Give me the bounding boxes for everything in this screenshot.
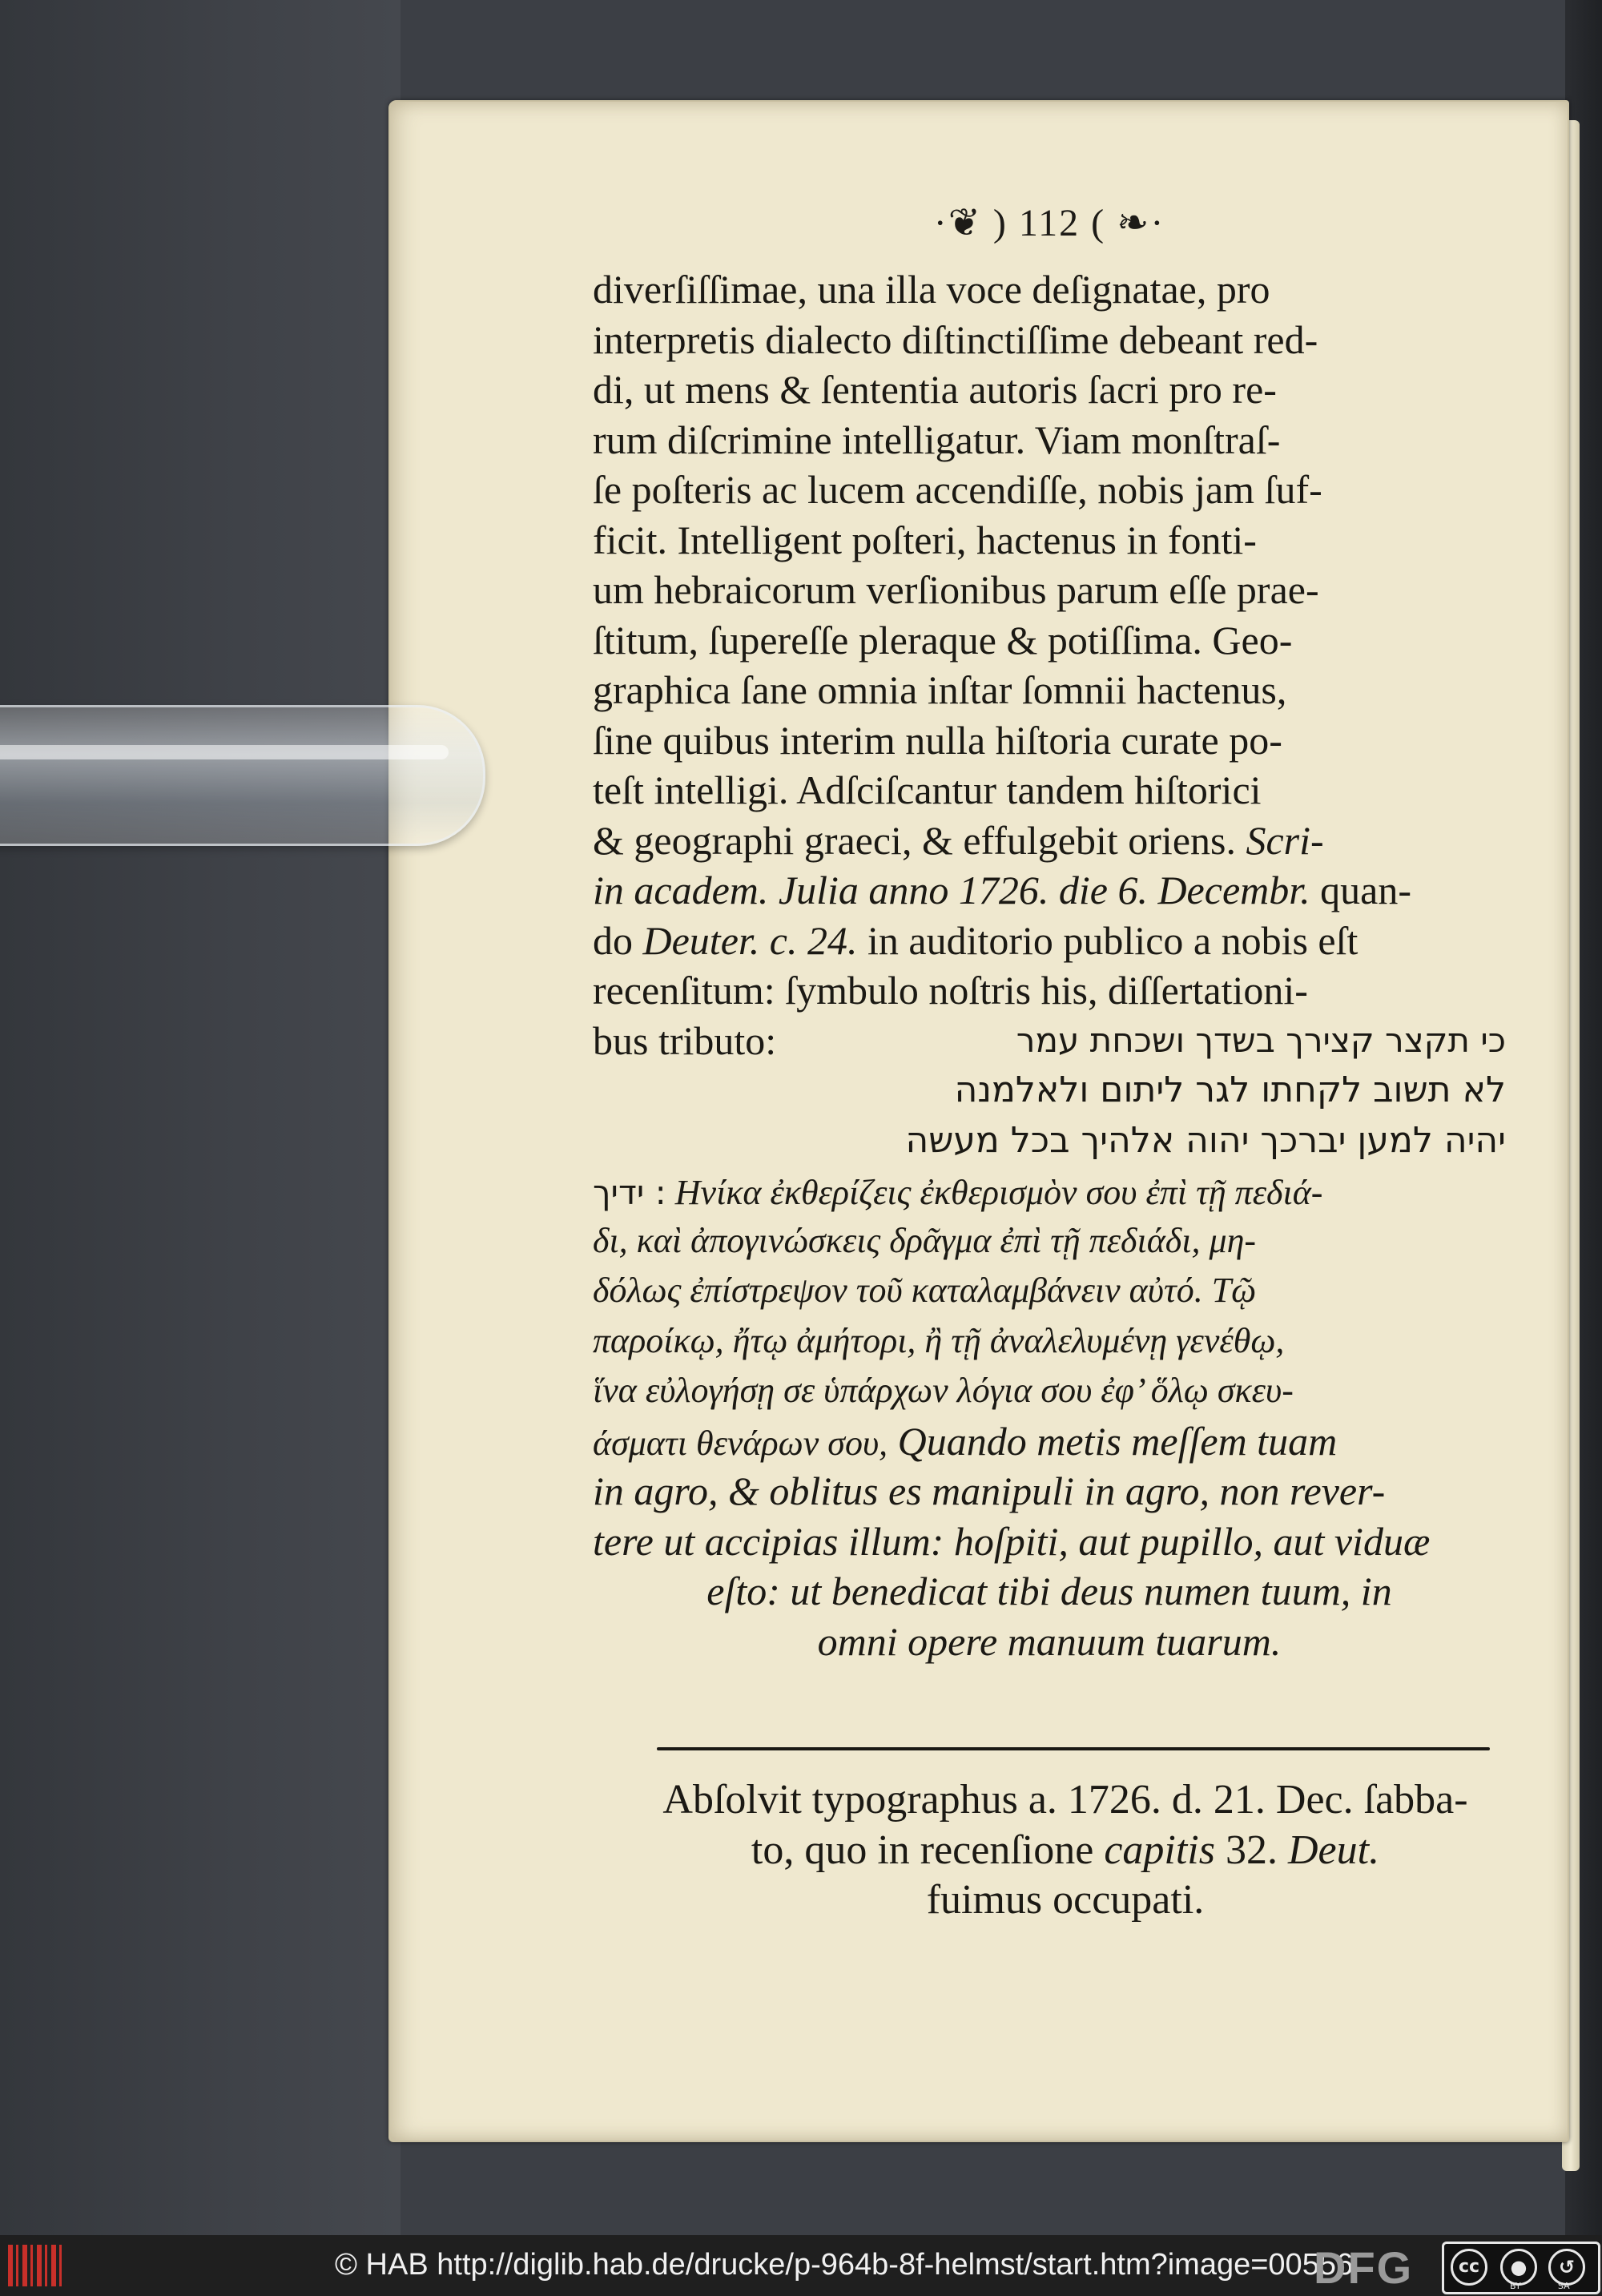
text-line: ſtitum, ſupereſſe pleraque & potiſſima. Geo-: [593, 617, 1293, 663]
text-segment-italic: Quando metis meſſem tuam: [888, 1418, 1338, 1464]
separator-rule: [657, 1747, 1490, 1750]
hebrew-line: לא תשוב לקחתו לגר ליתום ולאלמנה: [954, 1069, 1506, 1110]
cc-icon: cc: [1451, 2249, 1487, 2286]
text-segment: in auditorio publico a nobis eſt: [857, 917, 1358, 963]
text-line: diverſiſſimae, una illa voce deſignatae, pro: [593, 267, 1270, 312]
text-line: um hebraicorum verſionibus parum eſſe prae-: [593, 567, 1319, 612]
text-line: eſto: ut benedicat tibi deus numen tuum, in: [706, 1569, 1392, 1613]
text-line: recenſitum: ſymbulo noſtris his, diſſertationi-: [593, 968, 1308, 1013]
footer-bar: [0, 2235, 1602, 2296]
text-line: [593, 816, 1506, 866]
text-segment: 32.: [1215, 1827, 1288, 1873]
text-line: rum diſcrimine intelligatur. Viam monſtraſ-: [593, 417, 1281, 462]
text-segment-italic: capitis: [1104, 1827, 1215, 1873]
text-line: ficit. Intelligent poſteri, hactenus in fonti-: [593, 517, 1257, 562]
hebrew-segment: : ידיך: [593, 1173, 666, 1212]
greek-segment: Ηνίκα ἐκθερίζεις ἐκθερισμὸν σου ἐπὶ τῇ πεδιά-: [666, 1173, 1323, 1212]
text-segment: & geographi graeci, & effulgebit oriens.: [593, 817, 1236, 863]
by-attribution-icon: ●: [1500, 2249, 1537, 2286]
text-line: ſine quibus interim nulla hiſtoria curate po-: [593, 717, 1282, 763]
sa-label: SA: [1558, 2281, 1570, 2291]
text-line: [593, 916, 1506, 966]
text-segment-italic: Deuter. c. 24.: [642, 917, 858, 963]
text-line: teſt intelligi. Adſciſcantur tandem hiſtorici: [593, 767, 1262, 812]
text-line: [593, 1416, 1506, 1467]
greek-line: ἵνα εὐλογήσῃ σε ὑπάρχων λόγια σου ἐφ’ ὅλῳ σκευ-: [593, 1371, 1294, 1410]
greek-line: δόλως ἐπίστρεψον τοῦ καταλαμβάνειν αὐτό. Τῷ: [593, 1271, 1257, 1310]
greek-line: παροίκῳ, ἤτῳ ἀμήτορι, ἢ τῇ ἀναλελυμένῃ γενέθῳ,: [593, 1320, 1285, 1360]
text-segment: to, quo in recenſione: [751, 1827, 1105, 1873]
text-line: omni opere manuum tuarum.: [817, 1618, 1282, 1664]
share-alike-icon: ↺: [1548, 2249, 1585, 2286]
page-holder-clip-highlight: [0, 745, 449, 759]
text-line: [593, 1166, 1506, 1216]
source-url[interactable]: © HAB http://diglib.hab.de/drucke/p-964b-8f-helmst/start.htm?image=00556: [335, 2248, 1354, 2282]
colophon-line: Abſolvit typographus a. 1726. d. 21. Dec. ſabba-: [662, 1777, 1468, 1823]
text-line: interpretis dialecto diſtinctiſſime debeant red-: [593, 316, 1318, 362]
text-line: ſe poſteris ac lucem accendiſſe, nobis jam ſuf-: [593, 467, 1322, 512]
colophon-line: fuimus occupati.: [926, 1877, 1205, 1923]
text-segment-italic: Deut.: [1288, 1827, 1380, 1873]
greek-segment: άσματι θενάρων σου,: [593, 1423, 888, 1463]
text-segment: quan-: [1310, 868, 1411, 912]
colophon-line: [609, 1825, 1522, 1875]
text-line: tere ut accipias illum: hoſpiti, aut pupillo, aut viduæ: [593, 1518, 1431, 1564]
cc-license-badge[interactable]: [1442, 2242, 1600, 2294]
text-line: graphica ſane omnia inſtar ſomnii hactenus,: [593, 667, 1287, 712]
text-line: di, ut mens & ſententia autoris ſacri pro re-: [593, 367, 1277, 412]
barcode-icon: [8, 2245, 64, 2286]
text-segment-italic: in academ. Julia anno 1726. die 6. Decembr.: [593, 868, 1310, 912]
greek-line: δι, καὶ ἀπογινώσκεις δρᾶγμα ἐπὶ τῇ πεδιάδι, μη-: [593, 1220, 1257, 1260]
text-line: in agro, & oblitus es manipuli in agro, non rever-: [593, 1468, 1386, 1513]
hebrew-segment: כי תקצר קצירך בשדך ושכחת עמר: [1016, 1020, 1506, 1060]
text-segment: bus tributo:: [593, 1017, 777, 1063]
colophon: [609, 1774, 1522, 1925]
dfg-logo: DFG: [1314, 2242, 1414, 2293]
text-line: [593, 1016, 1506, 1066]
table-surface-left: [0, 0, 400, 2235]
text-segment-italic: Scri-: [1246, 817, 1324, 863]
by-label: BY: [1510, 2281, 1521, 2291]
text-line: [593, 865, 1506, 916]
page-number-header: ·❦ ) 112 ( ❧·: [933, 202, 1165, 244]
page-holder-clip: [0, 705, 485, 846]
hebrew-line: יהיה למען יברכך יהוה אלהיך בכל מעשה: [905, 1119, 1506, 1161]
body-text: [593, 264, 1506, 1666]
text-segment: do: [593, 917, 643, 963]
